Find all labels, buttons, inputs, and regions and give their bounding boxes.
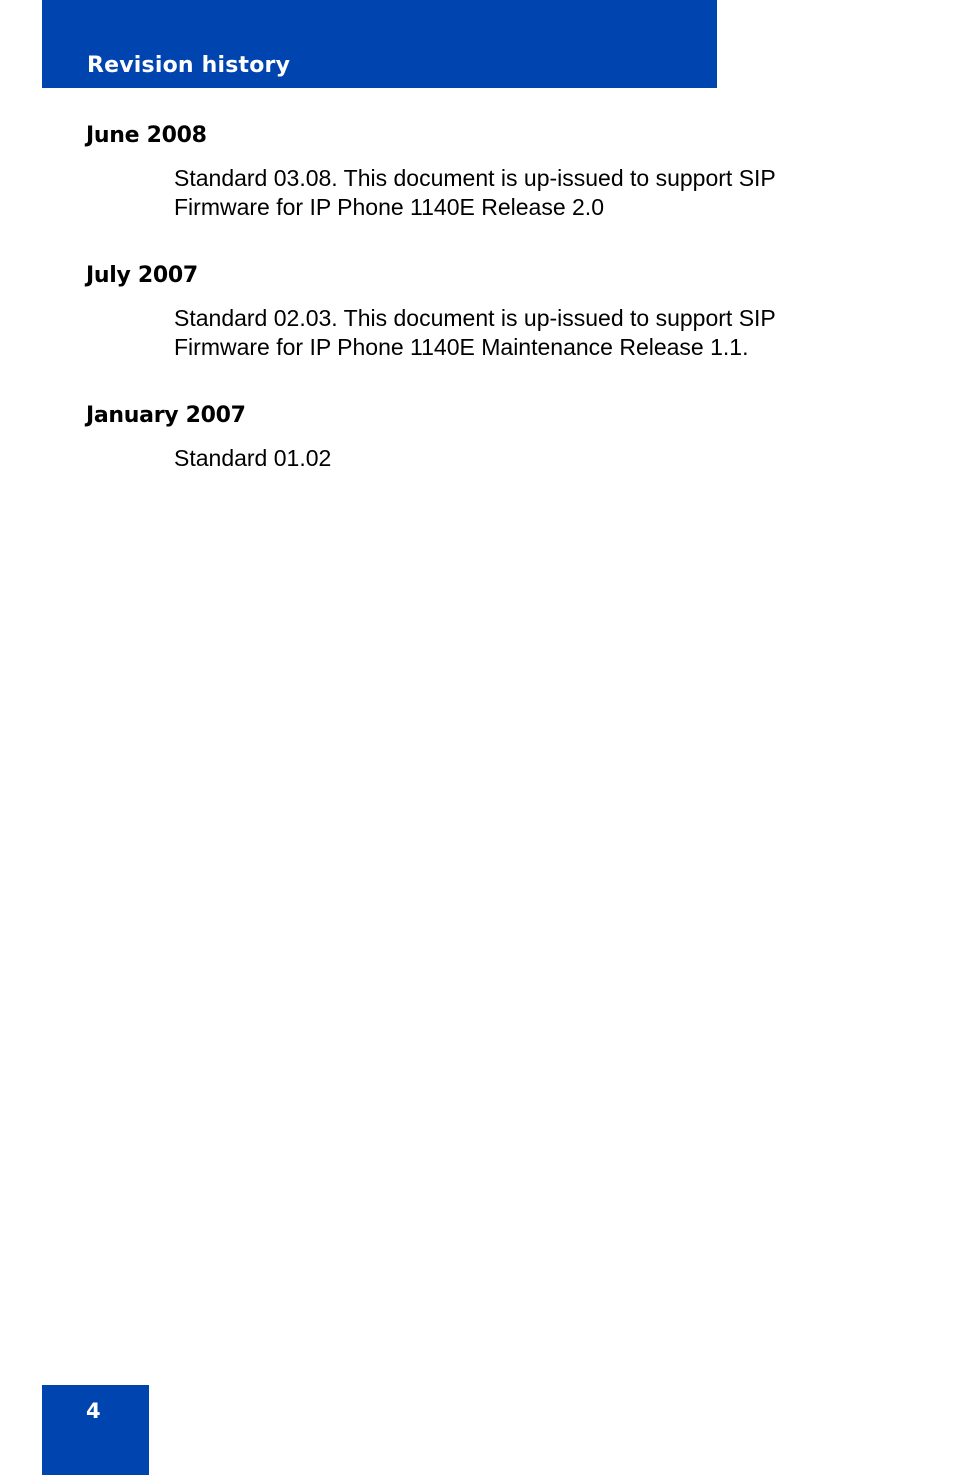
revision-entry-january-2007 <box>86 402 846 473</box>
revision-description <box>174 164 846 222</box>
revision-description-line: Firmware for IP Phone 1140E Maintenance Release 1.1. <box>174 334 749 360</box>
page-number-tab <box>42 1385 149 1475</box>
page-title: Revision history <box>87 53 291 78</box>
header-band <box>42 0 717 88</box>
revision-description-line: Standard 02.03. This document is up-issued to support SIP <box>174 305 776 331</box>
revision-description-line: Firmware for IP Phone 1140E Release 2.0 <box>174 194 604 220</box>
revision-description-line: Standard 03.08. This document is up-issued to support SIP <box>174 165 776 191</box>
revision-description <box>174 304 846 362</box>
revision-date: June 2008 <box>86 123 207 148</box>
revision-entry-july-2007 <box>86 262 846 362</box>
revision-date: January 2007 <box>86 403 246 428</box>
revision-description-line: Standard 01.02 <box>174 445 332 471</box>
revision-description <box>174 444 846 473</box>
revision-date: July 2007 <box>86 263 198 288</box>
page-number: 4 <box>86 1399 101 1423</box>
revision-entry-june-2008 <box>86 122 846 222</box>
